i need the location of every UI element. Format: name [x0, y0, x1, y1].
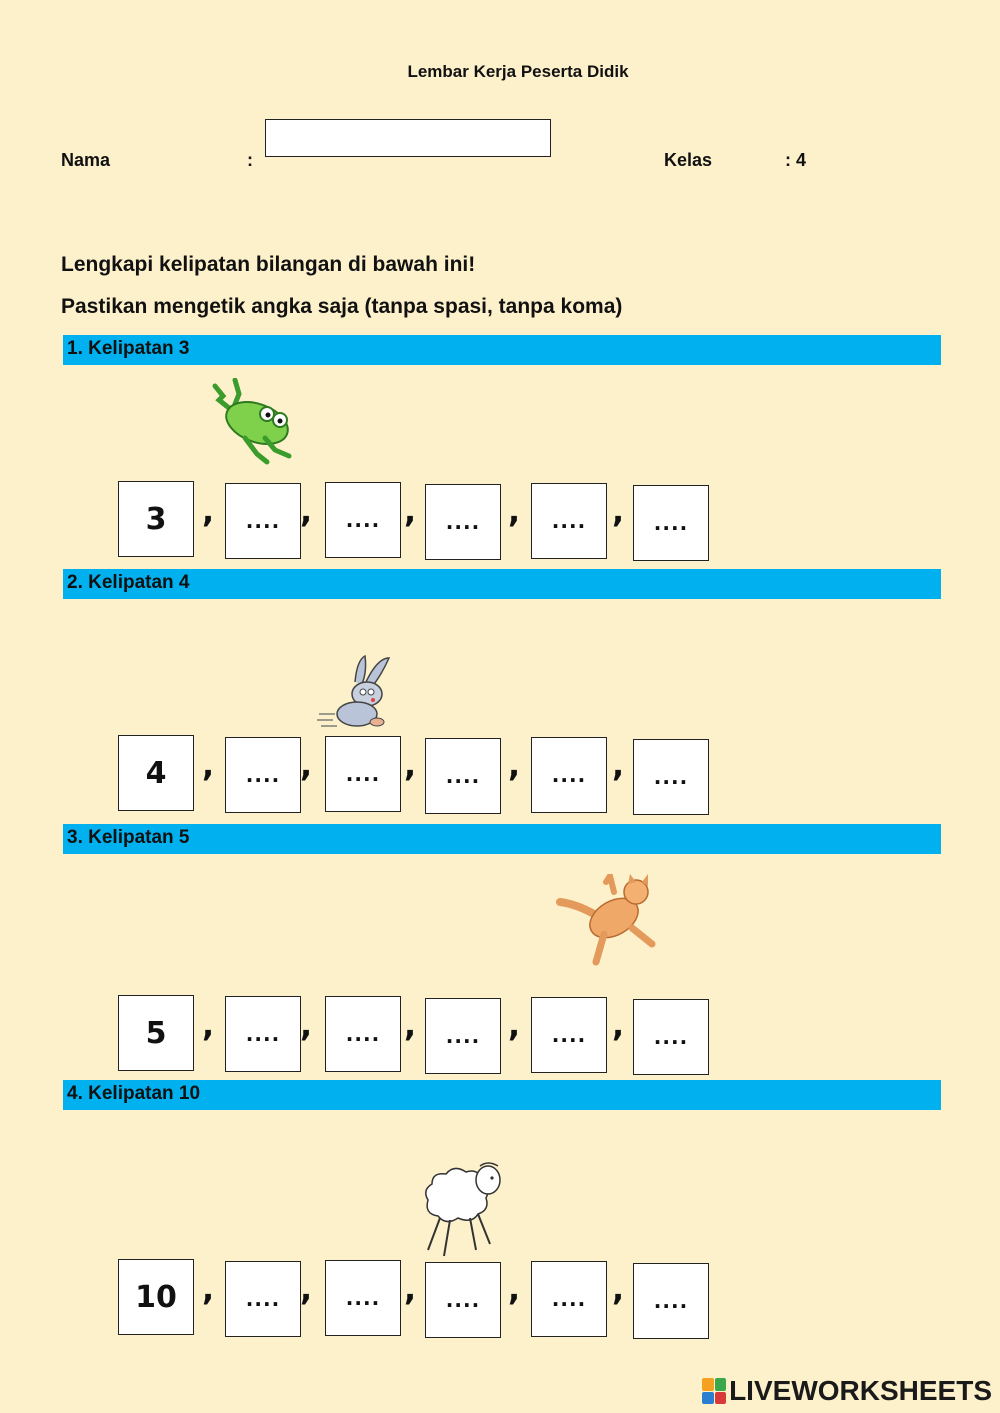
answer-box-4-1[interactable]: ....: [225, 1261, 301, 1337]
section-bar-4: [63, 1080, 941, 1110]
instruction-line-2: Pastikan mengetik angka saja (tanpa spasi, tanpa koma): [61, 295, 623, 318]
section-title-3: 3. Kelipatan 5: [67, 827, 190, 848]
comma: ,: [404, 746, 417, 784]
answer-box-2-5[interactable]: ....: [633, 739, 709, 815]
comma: ,: [508, 492, 521, 530]
comma: ,: [612, 1270, 625, 1308]
answer-box-2-3[interactable]: ....: [425, 738, 501, 814]
answer-box-4-3[interactable]: ....: [425, 1262, 501, 1338]
comma: ,: [202, 492, 215, 530]
answer-box-1-1[interactable]: ....: [225, 483, 301, 559]
comma: ,: [202, 746, 215, 784]
instruction-line-1: Lengkapi kelipatan bilangan di bawah ini!: [61, 253, 476, 276]
comma: ,: [508, 746, 521, 784]
answer-box-2-2[interactable]: ....: [325, 736, 401, 812]
comma: ,: [404, 1006, 417, 1044]
given-number-1: 3: [118, 481, 194, 557]
comma: ,: [300, 1006, 313, 1044]
nama-colon: :: [247, 150, 253, 170]
answer-box-4-4[interactable]: ....: [531, 1261, 607, 1337]
section-title-4: 4. Kelipatan 10: [67, 1083, 201, 1104]
kelas-label: Kelas: [664, 150, 713, 170]
comma: ,: [508, 1006, 521, 1044]
answer-box-1-5[interactable]: ....: [633, 485, 709, 561]
comma: ,: [404, 492, 417, 530]
section-bar-2: [63, 569, 941, 599]
liveworksheets-brand: LIVEWORKSHEETS: [729, 1375, 992, 1406]
cat-illustration: [556, 874, 661, 966]
answer-box-1-2[interactable]: ....: [325, 482, 401, 558]
given-number-3: 5: [118, 995, 194, 1071]
comma: ,: [404, 1270, 417, 1308]
answer-box-1-3[interactable]: ....: [425, 484, 501, 560]
answer-box-2-4[interactable]: ....: [531, 737, 607, 813]
answer-box-3-2[interactable]: ....: [325, 996, 401, 1072]
section-bar-3: [63, 824, 941, 854]
kelas-value: : 4: [785, 150, 807, 170]
comma: ,: [300, 746, 313, 784]
answer-box-3-1[interactable]: ....: [225, 996, 301, 1072]
answer-box-2-1[interactable]: ....: [225, 737, 301, 813]
answer-box-3-5[interactable]: ....: [633, 999, 709, 1075]
worksheet-title: Lembar Kerja Peserta Didik: [407, 62, 629, 81]
liveworksheets-logo: [702, 1375, 992, 1407]
answer-box-1-4[interactable]: ....: [531, 483, 607, 559]
liveworksheets-logo-icon: [702, 1378, 726, 1404]
given-number-2: 4: [118, 735, 194, 811]
comma: ,: [300, 492, 313, 530]
comma: ,: [508, 1270, 521, 1308]
answer-box-3-3[interactable]: ....: [425, 998, 501, 1074]
frog-illustration: [205, 378, 300, 468]
sheep-illustration: [418, 1160, 508, 1260]
given-number-4: 10: [118, 1259, 194, 1335]
section-title-1: 1. Kelipatan 3: [67, 338, 190, 359]
comma: ,: [612, 746, 625, 784]
comma: ,: [202, 1270, 215, 1308]
section-title-2: 2. Kelipatan 4: [67, 572, 190, 593]
comma: ,: [612, 492, 625, 530]
answer-box-4-5[interactable]: ....: [633, 1263, 709, 1339]
name-input-box[interactable]: [265, 119, 551, 157]
answer-box-3-4[interactable]: ....: [531, 997, 607, 1073]
answer-box-4-2[interactable]: ....: [325, 1260, 401, 1336]
comma: ,: [300, 1270, 313, 1308]
section-bar-1: [63, 335, 941, 365]
rabbit-illustration: [315, 652, 400, 732]
comma: ,: [202, 1006, 215, 1044]
nama-label: Nama: [61, 150, 111, 170]
comma: ,: [612, 1006, 625, 1044]
